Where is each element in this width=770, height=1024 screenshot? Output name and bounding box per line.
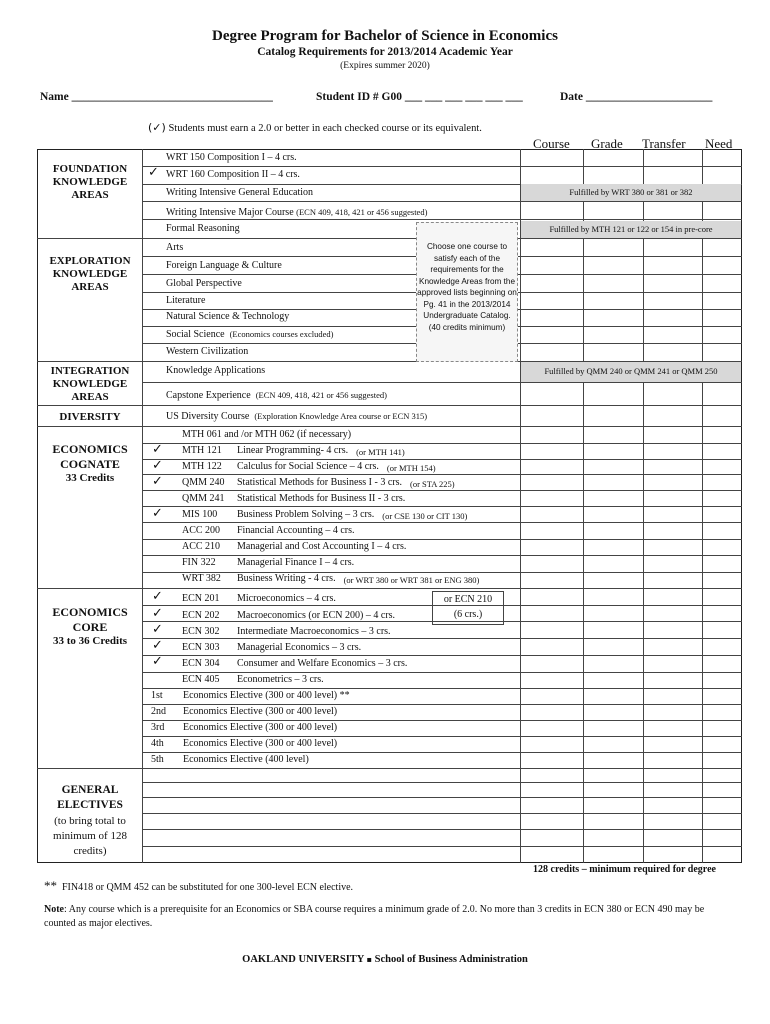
course-code: ECN 304 bbox=[182, 658, 220, 669]
date-field[interactable]: Date ______________________ bbox=[560, 91, 713, 103]
core-credits: 33 to 36 Credits bbox=[52, 635, 128, 647]
course-code: 5th bbox=[151, 754, 164, 765]
expiration-note: (Expires summer 2020) bbox=[340, 61, 430, 71]
footnote-mark: ** bbox=[44, 878, 57, 893]
core-row bbox=[151, 737, 338, 751]
course-title: Economics Elective (300 or 400 level) bbox=[183, 706, 338, 717]
course-code: ACC 210 bbox=[182, 541, 221, 552]
row-line bbox=[37, 238, 742, 239]
row-text: WRT 160 Composition II – 4 crs. bbox=[166, 169, 300, 180]
core-row bbox=[182, 609, 396, 623]
course-note: (or STA 225) bbox=[409, 479, 455, 489]
alt-line-2: (6 crs.) bbox=[453, 609, 483, 620]
course-code: MTH 121 bbox=[182, 445, 222, 456]
core-row bbox=[151, 689, 350, 703]
required-check-icon: ✓ bbox=[152, 622, 163, 637]
minimum-credits-note: 128 credits – minimum required for degree bbox=[533, 864, 716, 875]
course-title: Intermediate Macroeconomics – 3 crs. bbox=[237, 626, 391, 637]
row-text: Writing Intensive General Education bbox=[166, 187, 314, 198]
course-title: Business Problem Solving – 3 crs. bbox=[237, 509, 375, 520]
course-title: Econometrics – 3 crs. bbox=[237, 674, 324, 685]
course-title: Statistical Methods for Business I - 3 crs. bbox=[237, 477, 402, 488]
note-paragraph bbox=[44, 903, 714, 931]
cognate-row bbox=[182, 444, 405, 458]
row-line bbox=[142, 201, 742, 202]
cognate-row bbox=[182, 476, 455, 490]
course-code: ECN 303 bbox=[182, 642, 220, 653]
cognate-row bbox=[182, 540, 407, 554]
required-check-icon: ✓ bbox=[152, 589, 163, 604]
course-note: (or WRT 380 or WRT 381 or ENG 380) bbox=[343, 575, 480, 585]
course-code: ECN 405 bbox=[182, 674, 220, 685]
catalog-subtitle: Catalog Requirements for 2013/2014 Academic Year bbox=[257, 46, 513, 58]
column-header-transfer: Transfer bbox=[642, 136, 686, 151]
column-header-need: Need bbox=[705, 136, 733, 151]
course-note: (or MTH 154) bbox=[386, 463, 436, 473]
row-line bbox=[142, 506, 742, 507]
course-code: MTH 061 and /or MTH 062 (if necessary) bbox=[182, 429, 352, 440]
course-code: ECN 302 bbox=[182, 626, 220, 637]
row-note: (Exploration Knowledge Area course or ECN 315) bbox=[254, 411, 428, 421]
section-core: ECONOMICS CORE bbox=[52, 605, 128, 634]
course-code: 1st bbox=[151, 690, 163, 701]
footnote-text: FIN418 or QMM 452 can be substituted for one 300-level ECN elective. bbox=[62, 882, 354, 893]
course-code: ACC 200 bbox=[182, 525, 221, 536]
section-diversity: DIVERSITY bbox=[59, 411, 121, 423]
row-wrt160 bbox=[166, 168, 300, 182]
cognate-row bbox=[182, 460, 436, 474]
row-note: (Economics courses excluded) bbox=[229, 329, 334, 339]
course-title: Microeconomics – 4 crs. bbox=[237, 593, 336, 604]
cognate-row bbox=[182, 492, 406, 506]
course-code: QMM 241 bbox=[182, 493, 225, 504]
row-capstone bbox=[166, 388, 387, 403]
section-general-electives: GENERAL ELECTIVES bbox=[57, 784, 123, 811]
course-code: ECN 201 bbox=[182, 593, 220, 604]
row-us-diversity bbox=[166, 409, 427, 424]
course-title: Business Writing - 4 crs. bbox=[237, 573, 336, 584]
row-line bbox=[142, 813, 742, 814]
course-code: MTH 122 bbox=[182, 461, 222, 472]
course-title: Consumer and Welfare Economics – 3 crs. bbox=[237, 658, 408, 669]
row-text: US Diversity Course bbox=[166, 411, 250, 422]
fulfilled-qmm-text: Fulfilled by QMM 240 or QMM 241 or QMM 250 bbox=[544, 366, 718, 376]
page-title: Degree Program for Bachelor of Science in Economics bbox=[212, 28, 558, 44]
row-line bbox=[142, 443, 742, 444]
section-integration: INTEGRATION KNOWLEDGE AREAS bbox=[50, 365, 130, 403]
check-legend: (✓) bbox=[148, 121, 166, 134]
cognate-row bbox=[182, 556, 355, 570]
row-line bbox=[142, 382, 742, 383]
course-title: Financial Accounting – 4 crs. bbox=[237, 525, 355, 536]
course-note: (or CSE 130 or CIT 130) bbox=[382, 511, 468, 521]
course-title: Macroeconomics (or ECN 200) – 4 crs. bbox=[237, 610, 396, 621]
course-code: QMM 240 bbox=[182, 477, 225, 488]
row-line bbox=[142, 459, 742, 460]
required-check-icon: ✓ bbox=[152, 654, 163, 669]
row-arts: Arts bbox=[166, 242, 184, 253]
name-field[interactable]: Name ___________________________________ bbox=[40, 91, 273, 103]
footer-university: OAKLAND UNIVERSITY bbox=[242, 954, 364, 965]
row-text: Capstone Experience bbox=[166, 390, 251, 401]
course-title: Calculus for Social Science – 4 crs. bbox=[237, 461, 379, 472]
required-check-icon: ✓ bbox=[152, 606, 163, 621]
course-title: Economics Elective (300 or 400 level) bbox=[183, 738, 338, 749]
ecn210-alternative bbox=[432, 591, 504, 625]
course-code: ECN 202 bbox=[182, 610, 220, 621]
row-line bbox=[142, 797, 742, 798]
course-title: Managerial and Cost Accounting I – 4 crs. bbox=[237, 541, 407, 552]
row-text: WRT 150 Composition I – 4 crs. bbox=[166, 152, 297, 163]
row-line bbox=[37, 426, 742, 427]
core-row bbox=[151, 753, 309, 767]
course-code: 3rd bbox=[151, 722, 165, 733]
column-header-grade: Grade bbox=[591, 136, 623, 151]
footnote bbox=[44, 878, 353, 894]
core-row bbox=[182, 657, 408, 671]
row-social-science bbox=[166, 327, 333, 342]
required-check-icon: ✓ bbox=[152, 474, 163, 489]
student-id-field[interactable]: Student ID # G00 ___ ___ ___ ___ ___ ___ bbox=[316, 91, 523, 103]
cognate-credits: 33 Credits bbox=[65, 472, 115, 484]
row-wrt150 bbox=[166, 151, 297, 165]
course-title: Economics Elective (400 level) bbox=[183, 754, 309, 765]
fulfilled-mth-text: Fulfilled by MTH 121 or 122 or 154 in pre-core bbox=[549, 224, 713, 234]
course-title: Economics Elective (300 or 400 level) bbox=[183, 722, 338, 733]
row-line bbox=[142, 846, 742, 847]
core-row bbox=[182, 641, 362, 655]
row-line bbox=[142, 555, 742, 556]
row-writing-major bbox=[166, 205, 427, 220]
row-formal-reasoning bbox=[166, 222, 240, 236]
row-literature: Literature bbox=[166, 295, 206, 306]
section-cognate: ECONOMICS COGNATE bbox=[52, 442, 128, 471]
cognate-row bbox=[182, 572, 480, 586]
core-row bbox=[151, 705, 338, 719]
fulfilled-wrt-text: Fulfilled by WRT 380 or 381 or 382 bbox=[569, 187, 693, 197]
cognate-row bbox=[182, 508, 468, 522]
row-writing-gen-ed bbox=[166, 186, 313, 200]
section-foundation: FOUNDATION KNOWLEDGE AREAS bbox=[52, 163, 128, 201]
course-code: WRT 382 bbox=[182, 573, 221, 584]
course-code: 2nd bbox=[151, 706, 166, 717]
column-header-course: Course bbox=[533, 136, 570, 151]
course-code: MIS 100 bbox=[182, 509, 218, 520]
course-code: FIN 322 bbox=[182, 557, 216, 568]
row-line bbox=[142, 655, 742, 656]
alt-line-1: or ECN 210 bbox=[443, 594, 493, 605]
row-note: (ECN 409, 418, 421 or 456 suggested) bbox=[255, 390, 387, 400]
row-text: Social Science bbox=[166, 329, 225, 340]
required-check-icon: ✓ bbox=[152, 442, 163, 457]
row-text: Formal Reasoning bbox=[166, 223, 240, 234]
row-line bbox=[142, 166, 742, 167]
row-text: Writing Intensive Major Course bbox=[166, 207, 294, 218]
footer bbox=[0, 954, 770, 965]
required-check-icon: ✓ bbox=[152, 458, 163, 473]
footer-school: School of Business Administration bbox=[374, 954, 528, 965]
row-line bbox=[142, 672, 742, 673]
row-line bbox=[142, 782, 742, 783]
row-western-civ: Western Civilization bbox=[166, 346, 249, 357]
row-line bbox=[37, 405, 742, 406]
core-row bbox=[182, 673, 324, 687]
required-check-icon: ✓ bbox=[152, 506, 163, 521]
course-title: Statistical Methods for Business II - 3 crs. bbox=[237, 493, 406, 504]
row-global-perspective: Global Perspective bbox=[166, 278, 242, 289]
row-line bbox=[142, 638, 742, 639]
choose-course-box: Choose one course to satisfy each of the requirements for the Knowledge Areas from the approved lists beginning on Pg. 41 in the 2013/2014 Undergraduate Catalog. (40 credits minimum) bbox=[416, 222, 518, 362]
section-exploration: EXPLORATION KNOWLEDGE AREAS bbox=[49, 255, 131, 293]
row-line bbox=[37, 768, 742, 769]
general-electives-note: (to bring total to minimum of 128 credits) bbox=[53, 815, 127, 857]
row-knowledge-applications: Knowledge Applications bbox=[166, 365, 266, 376]
course-title: Economics Elective (300 or 400 level) ** bbox=[183, 690, 350, 701]
instruction-text: Students must earn a 2.0 or better in each checked course or its equivalent. bbox=[168, 123, 482, 134]
core-row bbox=[151, 721, 338, 735]
note-text: : Any course which is a prerequisite for an Economics or SBA course requires a minimum grade of 2.0. No more than 3 credits in ECN 380 or ECN 490 may be counted as major electives. bbox=[44, 904, 705, 929]
course-title: Managerial Finance I – 4 crs. bbox=[237, 557, 355, 568]
row-foreign-language: Foreign Language & Culture bbox=[166, 260, 282, 271]
instruction-line bbox=[148, 121, 482, 134]
footer-bullet: ▪ bbox=[366, 955, 373, 964]
row-line bbox=[142, 474, 742, 475]
required-check-icon: ✓ bbox=[148, 165, 159, 180]
cognate-row bbox=[182, 428, 351, 442]
course-code: 4th bbox=[151, 738, 164, 749]
row-line bbox=[37, 588, 742, 589]
course-note: (or MTH 141) bbox=[356, 447, 405, 457]
core-row bbox=[182, 592, 336, 606]
course-title: Managerial Economics – 3 crs. bbox=[237, 642, 362, 653]
note-label: Note bbox=[44, 904, 64, 915]
required-check-icon: ✓ bbox=[152, 638, 163, 653]
cognate-row bbox=[182, 524, 355, 538]
row-note: (ECN 409, 418, 421 or 456 suggested) bbox=[296, 207, 428, 217]
core-row bbox=[182, 625, 391, 639]
row-line bbox=[142, 829, 742, 830]
row-natural-science: Natural Science & Technology bbox=[166, 311, 290, 322]
row-line bbox=[142, 539, 742, 540]
course-title: Linear Programming- 4 crs. bbox=[237, 445, 349, 456]
